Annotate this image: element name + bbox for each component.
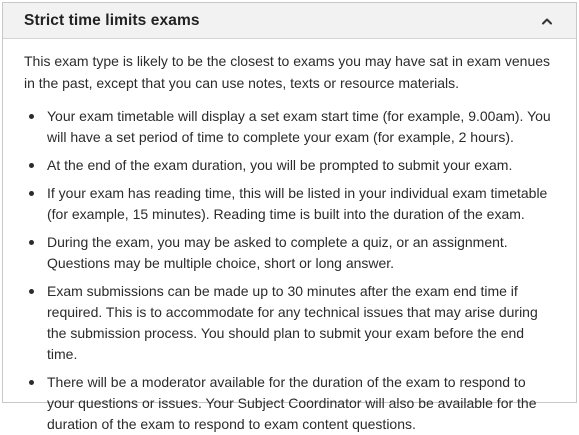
list-item-text: If your exam has reading time, this will be listed in your individual exam timetable (for example, 15 minutes). Reading time is built into the duration of the exam. — [47, 185, 548, 222]
list-item — [24, 183, 556, 225]
list-item-text: Exam submissions can be made up to 30 minutes after the exam end time if required. This is to accommodate for any technical issues that may arise during the submission process. You should plan to submit your exam before the end time. — [47, 283, 538, 362]
list-item — [24, 372, 556, 435]
bullet-icon — [29, 289, 34, 294]
list-item — [24, 281, 556, 365]
list-item — [24, 232, 556, 274]
accordion-title: Strict time limits exams — [24, 11, 200, 29]
bullet-icon — [29, 163, 34, 168]
list-item — [24, 155, 556, 176]
chevron-up-icon[interactable] — [540, 14, 554, 28]
accordion-strict-time-limits — [2, 2, 577, 432]
bullet-icon — [29, 240, 34, 245]
accordion-body — [3, 39, 576, 435]
list-item-text: At the end of the exam duration, you will be prompted to submit your exam. — [47, 157, 513, 173]
accordion-header[interactable] — [3, 3, 576, 39]
bullet-icon — [29, 191, 34, 196]
bullet-icon — [29, 114, 34, 119]
list-item — [24, 106, 556, 148]
list-item-text: Your exam timetable will display a set exam start time (for example, 9.00am). You will have a set period of time to complete your exam (for example, 2 hours). — [47, 108, 551, 145]
list-item-text: During the exam, you may be asked to complete a quiz, or an assignment. Questions may be multiple choice, short or long answer. — [47, 234, 508, 271]
rules-list — [24, 106, 556, 435]
intro-paragraph: This exam type is likely to be the closest to exams you may have sat in exam venues in the past, except that you can use notes, texts or resource materials. — [24, 53, 551, 91]
bullet-icon — [29, 380, 34, 385]
list-item-text: There will be a moderator available for the duration of the exam to respond to your questions or issues. Your Subject Coordinator will also be available for the duration of the exam to respond to exam content questions. — [47, 374, 537, 432]
